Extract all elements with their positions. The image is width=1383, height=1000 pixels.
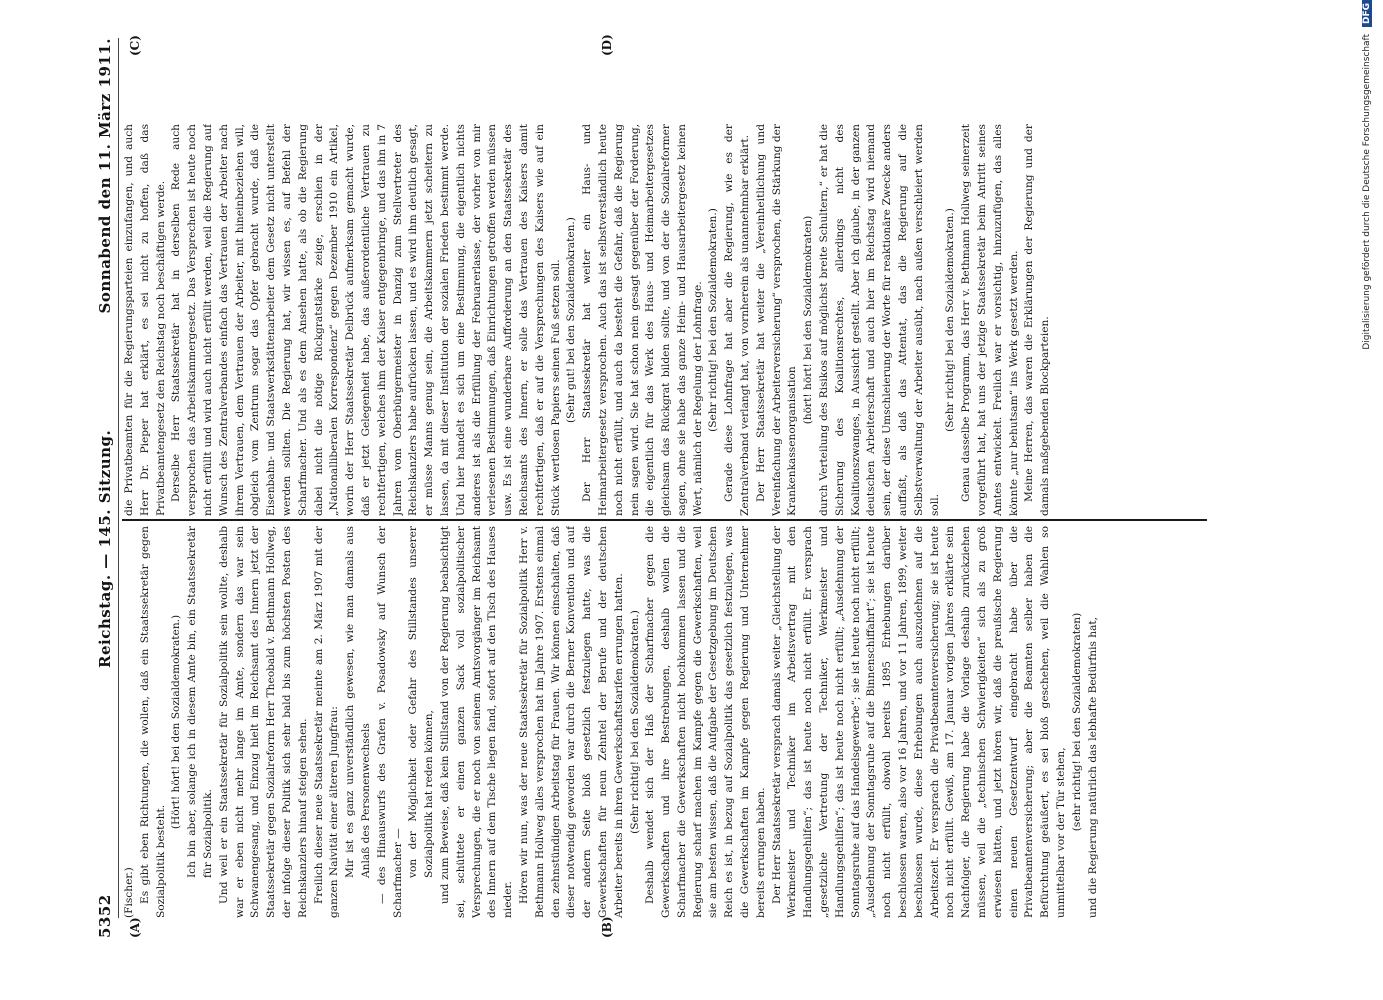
digitization-credit — [1362, 0, 1378, 1000]
paragraph: (Fischer.) — [123, 867, 135, 918]
margin-mark-a: (A) — [128, 917, 142, 938]
interjection: (Hört! hört! bei den Sozialdemokraten.) — [170, 614, 183, 830]
credit-text: Digitalisierung gefördert durch die Deutsche Forschungsgemeinschaft — [1362, 33, 1372, 350]
dfg-logo: DFG — [1362, 0, 1372, 27]
margin-mark-c: (C) — [128, 35, 142, 56]
column-rule — [122, 519, 1207, 521]
interjection: (Sehr richtig! bei den Sozialdemokraten.) — [628, 610, 641, 834]
paragraph: Freilich dieser neue Staatssekretär meinte am 2. März 1907 mit der ganzen Naivität einer älteren Jungfrau: — [312, 526, 341, 918]
page-number: 5352 — [96, 894, 114, 938]
paragraph: Hören wir nun, was der neue Staatssekretär für Sozialpolitik Herr v. Bethmann Hollweg alles versprochen hat im Jahre 1907. Erstens einmal den zehnstündigen Arbeitstag für Frauen. Wir können einschalten, daß dieser notwendig geworden war durch die Berner Konvention und auf der andern Seite bloß gesetzlich festzulegen hatte, was die Gewerkschaften für neun Zehntel der Berufe und der deutschen Arbeiter bereits in ihren Gewerkschaftstarifen errungen hatten. — [517, 526, 625, 918]
margin-mark-d: (D) — [600, 34, 614, 56]
paragraph: und die Regierung natürlich das lebhafte Bedürfnis hat, — [1086, 616, 1099, 918]
page-title: Reichstag. — 145. Sitzung. — [96, 429, 114, 668]
page-header — [92, 38, 120, 938]
interjection: (Sehr richtig! bei den Sozialdemokraten.) — [707, 208, 720, 432]
paragraph: Genau dasselbe Programm, das Herr v. Bethmann Hollweg seinerzeit vorgeführt hat, hat uns der jetzige Staatssekretär beim Antritt seines Amtes entwickelt. Freilich war er vorsichtig, hinzuzufügen, das alles könnte „nur behutsam“ ins Werk gesetzt werden. — [960, 124, 1020, 516]
paragraph: Und weil er ein Staatssekretär für Sozialpolitik sein wollte, deshalb war er eben nicht mehr lange im Amte, sondern das war sein Schwanengesang, und Einzug hielt im Reichsamt des Innern jetzt der Staatssekretär gegen Sozialreform Herr Theobald v. Bethmann Hollweg, der infolge dieser Politik sich sehr bald bis zum höchsten Posten des Reichskanzlers hinauf steigen sehen. — [217, 526, 309, 918]
left-column — [122, 526, 1202, 918]
paragraph: Der Herr Staatssekretär versprach damals weiter „Gleichstellung der Werkmeister und Techniker im Arbeitsvertrag mit den Handlungsgehilfen“; das ist heute noch nicht erfüllt. Er versprach „gesetzliche Vertretung der Techniker, Werkmeister und Handlungsgehilfen“; das ist heute noch nicht erfüllt; „Ausdehnung der Sonntagsruhe auf das Handelsgewerbe“; sie ist heute noch nicht erfüllt; „Ausdehnung der Sonntagsruhe auf die Binnenschiffahrt“; sie ist heute noch nicht erfüllt, obwohl bereits 1895 Erhebungen darüber beschlossen waren, also vor 16 Jahren, und vor 11 Jahren, 1899, weiter beschlossen wurde, diese Erhebungen auch auszudehnen auf die Arbeitszeit. Er versprach die Privatbeamtenversicherung; sie ist heute noch nicht erfüllt. Gewiß, am 17. Januar vorigen Jahres erklärte sein Nachfolger, die Regierung habe die Vorlage deshalb zurückziehen müssen, weil die „technischen Schwierigkeiten“ sich als zu groß erwiesen hätten, und jetzt hören wir, daß die preußische Regierung einen neuen Gesetzentwurf eingebracht habe über die Privatbeamtenversicherung; aber die Beamten selber haben die Befürchtung geäußert, es sei bloß geschehen, weil die Wahlen so unmittelbar vor der Tür stehen, — [770, 526, 1068, 918]
paragraph: Derselbe Herr Staatssekretär hat in derselben Rede auch versprochen das Arbeitskammergesetz. Das Versprechen ist heute noch nicht erfüllt und wird auch nicht erfüllt werden, weil die Regierung auf Wunsch des Zentralverbandes einfach das Vertrauen der Arbeiter nach ihrem Vertrauen, dem Vertrauen der Arbeiter, mit hineinbeziehen will, obgleich vom Zentrum sogar das Opfer gebracht wurde, daß die Eisenbahn- und Staatswerkstättenarbeiter dem Gesetz nicht unterstellt werden sollten. Die Regierung hat, wir wissen es, auf Befehl der Scharfmacher. Und als es dem Ansehen hatte, als ob die Regierung dabei nicht die nötige Rückgratstärke zeige, erschien in der „Nationalliberalen Korrespondenz“ gegen Dezember 1910 ein Artikel, worin der Herr Staatssekretär Delbrück aufmerksam gemacht wurde, daß er jetzt Gelegenheit habe, das außerordentliche Vertrauen zu rechtfertigen, welches ihm der Kaiser entgegenbringe, und das ihn in 7 Jahren vom Oberbürgermeister in Danzig zum Stellvertreter des Reichskanzlers habe aufrücken lassen, und es wird ihm deutlich gesagt, er müsse Manns genug sein, die Arbeitskammern jetzt scheitern zu lassen, da mit dieser Institution der sozialen Frieden bestimmt werde. Und hier handelt es sich um eine Bestimmung, die eigentlich nichts anderes ist als die Erfüllung der Februarerlasse, der vorher von mir verlesenen Bestimmungen, daß Einrichtungen getroffen werden müssen usw. Es ist eine wunderbare Aufforderung an den Staatssekretär des Reichsamts des Innern, er solle das Vertrauen des Kaisers damit rechtfertigen, daß er auf die Versprechungen des Kaisers wie auf ein Stück wertlosen Papiers seinen Fuß setzen soll. — [170, 124, 562, 516]
paragraph: Der Herr Staatssekretär hat weiter ein Haus- und Heimarbeitergesetz versprochen. Auch das ist selbstverständlich heute noch nicht erfüllt, und auch da besteht die Gefahr, daß die Regierung nein sagen wird. Sie hat schon nein gesagt gegenüber der Forderung, die eigentlich für das Werk des Haus- und Heimarbeitergesetzes gleichsam das Rückgrat bilden sollte, und von der die Sozialreformer sagen, ohne sie habe das ganze Heim- und Hausarbeitergesetz keinen Wert, nämlich der Regelung der Lohnfrage. — [581, 124, 704, 516]
interjection: (sehr richtig! bei den Sozialdemokraten) — [1070, 612, 1083, 832]
quotation: Ich bin aber, solange ich in diesem Amte bin, ein Staatssekretär für Sozialpolitik. — [186, 526, 214, 878]
paragraph: — des Hinauswurfs des Grafen v. Posadowsky auf Wunsch der Scharfmacher — — [375, 526, 404, 918]
page-date: Sonnabend den 11. März 1911. — [96, 38, 114, 314]
paragraph: Deshalb wendet sich der Haß der Scharfmacher gegen die Gewerkschaften und ihre Bestrebungen, deshalb wollen die Scharfmacher die Gewerkschaften nicht hochkommen lassen und die Regierung scharf machen im Kampfe gegen die Gewerkschaften, weil sie am besten wissen, daß die Aufgabe der Gesetzgebung im Deutschen Reich es ist, in bezug auf Sozialpolitik das gesetzlich festzulegen, was die Gewerkschaften im Kampfe gegen Regierung und Unternehmer bereits errungen haben. — [644, 526, 767, 918]
paragraph: Es gibt eben Richtungen, die wollen, daß ein Staatssekretär gegen Sozialpolitik besteht. — [138, 526, 167, 918]
interjection: (Sehr richtig! bei den Sozialdemokraten.) — [944, 208, 957, 432]
paragraph: Der Herr Staatssekretär hat weiter die „Vereinheitlichung und Vereinfachung der Arbeiterversicherung“ versprochen, die Stärkung der Krankenkassenorganisation — [754, 124, 799, 516]
quotation: Mir ist es ganz unverständlich gewesen, wie man damals aus Anlaß des Personenwechsels — [344, 526, 372, 878]
paragraph: Meine Herren, das waren die Erklärungen der Regierung und der damals maßgebenden Blockparteien. — [1023, 124, 1052, 516]
paragraph: und zum Beweise, daß kein Stillstand von der Regierung beabsichtigt sei, schüttete er einen ganzen Sack voll sozialpolitischer Versprechungen, die er noch von seinem Amtsvorgänger im Reichsamt des Innern auf dem Tische liegen fand, sofort auf den Tisch des Hauses nieder. — [438, 526, 515, 918]
header-rule — [118, 38, 119, 918]
interjection: (hört! hört! bei den Sozialdemokraten) — [802, 215, 815, 425]
right-column — [122, 124, 1202, 516]
quotation: von der Möglichkeit oder Gefahr des Stillstandes unserer Sozialpolitik hat reden können, — [407, 526, 436, 878]
interjection: (Sehr gut! bei den Sozialdemokraten.) — [565, 217, 578, 423]
margin-mark-b: (B) — [600, 916, 614, 938]
paragraph: durch Verteilung des Risikos auf möglichst breite Schultern,“ er hat die Sicherung des Koalitionsrechtes, allerdings nicht des Koalitionszwanges, in Aussicht gestellt. Aber ich glaube, in der ganzen deutschen Arbeiterschaft und auch hier im Reichstag wird niemand sein, der diese Umschleierung der Worte für reaktionäre Zwecke anders auffaßt, als daß das Attentat, das die Regierung auf die Selbstverwaltung der Arbeiter ausübt, nach außen verschleiert werden soll. — [818, 124, 941, 516]
paragraph: die Privatbeamten für die Regierungsparteien einzufangen, und auch Herr Dr. Pieper hat erklärt, es sei nicht zu hoffen, daß das Privatbeamtengesetz den Reichstag noch beschäftigen werde. — [123, 124, 167, 516]
paragraph: Gerade diese Lohnfrage hat aber die Regierung, wie es der Zentralverband verlangt hat, von vornherein als unannehmbar erklärt. — [723, 124, 752, 516]
